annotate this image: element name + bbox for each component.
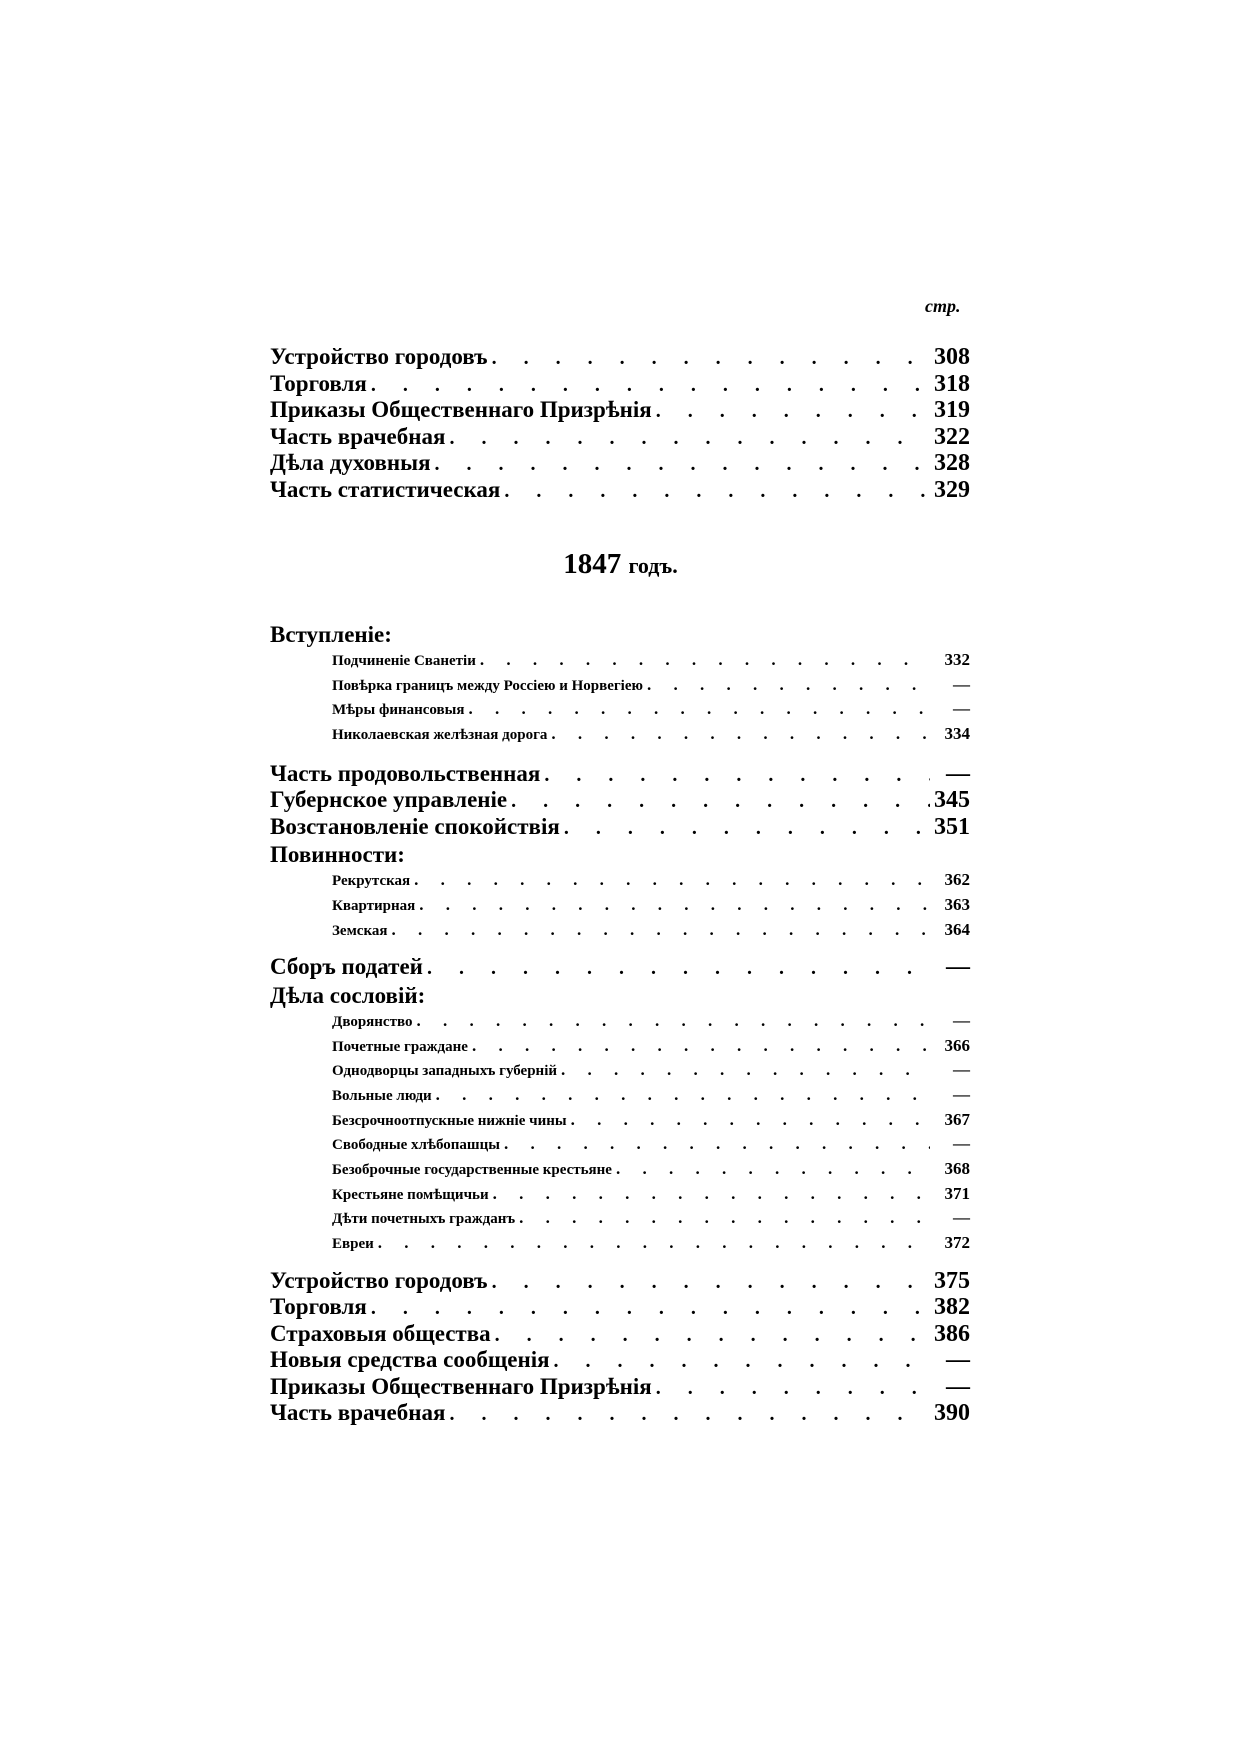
dot-leader: [504, 480, 930, 503]
entry-page-number: 318: [934, 370, 970, 397]
year-heading: [0, 548, 1241, 581]
entry-title: Дѣла духовныя: [270, 450, 431, 475]
toc-entry: [332, 1085, 970, 1110]
toc-entry: [270, 787, 970, 814]
dot-leader: [371, 374, 930, 397]
toc-entry: [332, 1011, 970, 1036]
entry-title: Николаевская желѣзная дорога: [332, 727, 548, 744]
entry-title: Дѣти почетныхъ гражданъ: [332, 1211, 516, 1228]
entry-title: Квартирная: [332, 897, 416, 914]
dot-leader: [493, 1184, 930, 1204]
page-column-label: стр.: [925, 296, 961, 316]
toc-entry: [270, 371, 970, 398]
dot-leader: [571, 1110, 930, 1130]
toc-entry: [332, 1159, 970, 1184]
toc-entry: [270, 1374, 970, 1401]
entry-title: Евреи: [332, 1236, 374, 1252]
toc-entry: [270, 424, 970, 451]
entry-title: Рекрутская: [332, 873, 411, 890]
entry-page-number: 329: [934, 476, 970, 503]
dot-leader: [371, 1297, 930, 1320]
entry-page-number: —: [953, 674, 970, 694]
dot-leader: [564, 817, 930, 840]
entry-title: Возстановленіе спокойствія: [270, 813, 560, 839]
dot-leader: [656, 1377, 930, 1400]
dot-leader: [472, 1036, 930, 1056]
year-number: 1847: [563, 548, 622, 580]
entry-page-number: 362: [944, 870, 970, 890]
toc-entry: [270, 1268, 970, 1295]
entry-title: Безсрочноотпускные нижніе чины: [332, 1112, 567, 1129]
vstuplenie-list: [270, 650, 970, 749]
toc-section-1847: [270, 620, 970, 1427]
toc-entry: [270, 1294, 970, 1321]
entry-page-number: —: [946, 954, 970, 981]
entry-page-number: —: [953, 1134, 970, 1154]
toc-entry: [270, 954, 970, 981]
entry-page-number: 368: [944, 1158, 970, 1178]
entry-page-number: —: [953, 1208, 970, 1228]
entry-page-number: 382: [934, 1294, 970, 1321]
entry-page-number: 386: [934, 1320, 970, 1347]
entry-title: Почетные граждане: [332, 1038, 468, 1055]
entry-page-number: —: [946, 1373, 970, 1400]
toc-entry: [270, 1321, 970, 1348]
entry-title: Страховыя общества: [270, 1320, 491, 1346]
entry-title: Приказы Общественнаго Призрѣнія: [270, 397, 652, 422]
toc-entry: [332, 699, 970, 724]
entry-title: Торговля: [270, 1294, 367, 1320]
toc-entry: [270, 344, 970, 371]
entry-page-number: 390: [934, 1400, 970, 1427]
heading-vstuplenie: Вступленіе:: [270, 622, 392, 647]
dot-leader: [435, 453, 930, 476]
year-word: годъ.: [628, 553, 678, 578]
entry-page-number: 375: [934, 1267, 970, 1294]
entry-page-number: 322: [934, 423, 970, 450]
entry-page-number: 372: [944, 1233, 970, 1252]
toc-entry: [332, 870, 970, 895]
toc-section-1842: [270, 344, 970, 503]
dot-leader: [416, 1011, 930, 1031]
entry-page-number: 319: [934, 397, 970, 423]
dot-leader: [492, 1271, 930, 1294]
entry-page-number: —: [953, 699, 970, 719]
entry-title: Новыя средства сообщенія: [270, 1347, 550, 1373]
dot-leader: [511, 790, 930, 813]
dot-leader: [492, 347, 930, 370]
dela-sosloviy-list: [270, 1011, 970, 1258]
entry-page-number: 334: [944, 724, 970, 744]
entry-title: Торговля: [270, 370, 367, 396]
entry-title: Устройство городовъ: [270, 1267, 488, 1293]
entry-title: Часть статистическая: [270, 476, 501, 502]
entry-page-number: 367: [944, 1109, 970, 1129]
dot-leader: [480, 650, 930, 670]
heading-povinnosti: Повинности:: [270, 842, 405, 868]
dot-leader: [391, 920, 930, 940]
dot-leader: [519, 1208, 930, 1228]
dot-leader: [419, 895, 930, 915]
entry-page-number: —: [953, 1010, 970, 1030]
toc-entry: [332, 895, 970, 920]
entry-title: Дворянство: [332, 1013, 413, 1030]
entry-title: Устройство городовъ: [270, 344, 488, 369]
toc-entry: [270, 1347, 970, 1374]
povinnosti-list: [270, 870, 970, 944]
toc-entry: [332, 650, 970, 675]
dot-leader: [414, 870, 930, 890]
toc-entry: [270, 814, 970, 841]
toc-entry: [332, 1233, 970, 1258]
toc-entry: [332, 1208, 970, 1233]
entry-page-number: 371: [944, 1183, 970, 1203]
toc-entry: [332, 1134, 970, 1159]
dot-leader: [495, 1324, 930, 1347]
main-list-3: [270, 1268, 970, 1427]
toc-entry: [332, 1060, 970, 1085]
entry-page-number: 366: [944, 1035, 970, 1055]
entry-page-number: —: [946, 1347, 970, 1374]
entry-title: Однодворцы западныхъ губерній: [332, 1063, 558, 1080]
entry-page-number: —: [953, 1060, 970, 1080]
toc-entry: [270, 1400, 970, 1427]
entry-title: Приказы Общественнаго Призрѣнія: [270, 1373, 652, 1399]
entry-page-number: 328: [934, 450, 970, 476]
entry-title: Часть врачебная: [270, 1400, 446, 1426]
entry-title: Повѣрка границъ между Россіею и Норвегіею: [332, 677, 643, 694]
entry-title: Мѣры финансовыя: [332, 702, 465, 719]
dot-leader: [554, 1350, 930, 1373]
entry-page-number: 345: [934, 787, 970, 814]
toc-entry: [270, 450, 970, 477]
entry-page-number: 308: [934, 344, 970, 370]
entry-title: Сборъ податей: [270, 954, 423, 980]
entry-page-number: 351: [934, 813, 970, 840]
entry-title: Земская: [332, 922, 388, 939]
dot-leader: [449, 427, 930, 450]
dot-leader: [468, 699, 930, 719]
entry-title: Часть врачебная: [270, 423, 446, 449]
dot-leader: [449, 1403, 930, 1426]
dot-leader: [656, 400, 930, 423]
entry-title: Крестьяне помѣщичьи: [332, 1186, 489, 1203]
dot-leader: [647, 675, 930, 695]
entry-page-number: —: [946, 760, 970, 787]
dot-leader: [436, 1085, 930, 1105]
toc-entry: [332, 724, 970, 749]
dot-leader: [551, 724, 930, 744]
toc-entry: [270, 397, 970, 424]
entry-page-number: 332: [944, 650, 970, 669]
toc-entry: [270, 761, 970, 788]
entry-title: Свободные хлѣбопашцы: [332, 1137, 500, 1154]
entry-title: Подчиненіе Сванетіи: [332, 653, 476, 669]
toc-entry: [332, 1184, 970, 1209]
entry-page-number: —: [953, 1084, 970, 1104]
heading-dela-sosloviy: Дѣла сословій:: [270, 982, 426, 1008]
entry-title: Безоброчные государственные крестьяне: [332, 1161, 612, 1178]
toc-entry: [332, 1110, 970, 1135]
main-list-2: [270, 954, 970, 981]
dot-leader: [544, 764, 930, 787]
toc-entry: [332, 920, 970, 945]
toc-entry: [332, 675, 970, 700]
dot-leader: [427, 957, 930, 980]
entry-page-number: 364: [944, 919, 970, 939]
main-list-1: [270, 761, 970, 841]
toc-entry: [270, 477, 970, 504]
entry-title: Губернское управленіе: [270, 787, 508, 813]
entry-title: Часть продовольственная: [270, 760, 541, 786]
dot-leader: [561, 1060, 930, 1080]
dot-leader: [616, 1159, 930, 1179]
dot-leader: [378, 1233, 930, 1253]
dot-leader: [504, 1134, 930, 1154]
toc-entry: [332, 1036, 970, 1061]
entry-title: Вольные люди: [332, 1087, 432, 1104]
entry-page-number: 363: [944, 894, 970, 914]
